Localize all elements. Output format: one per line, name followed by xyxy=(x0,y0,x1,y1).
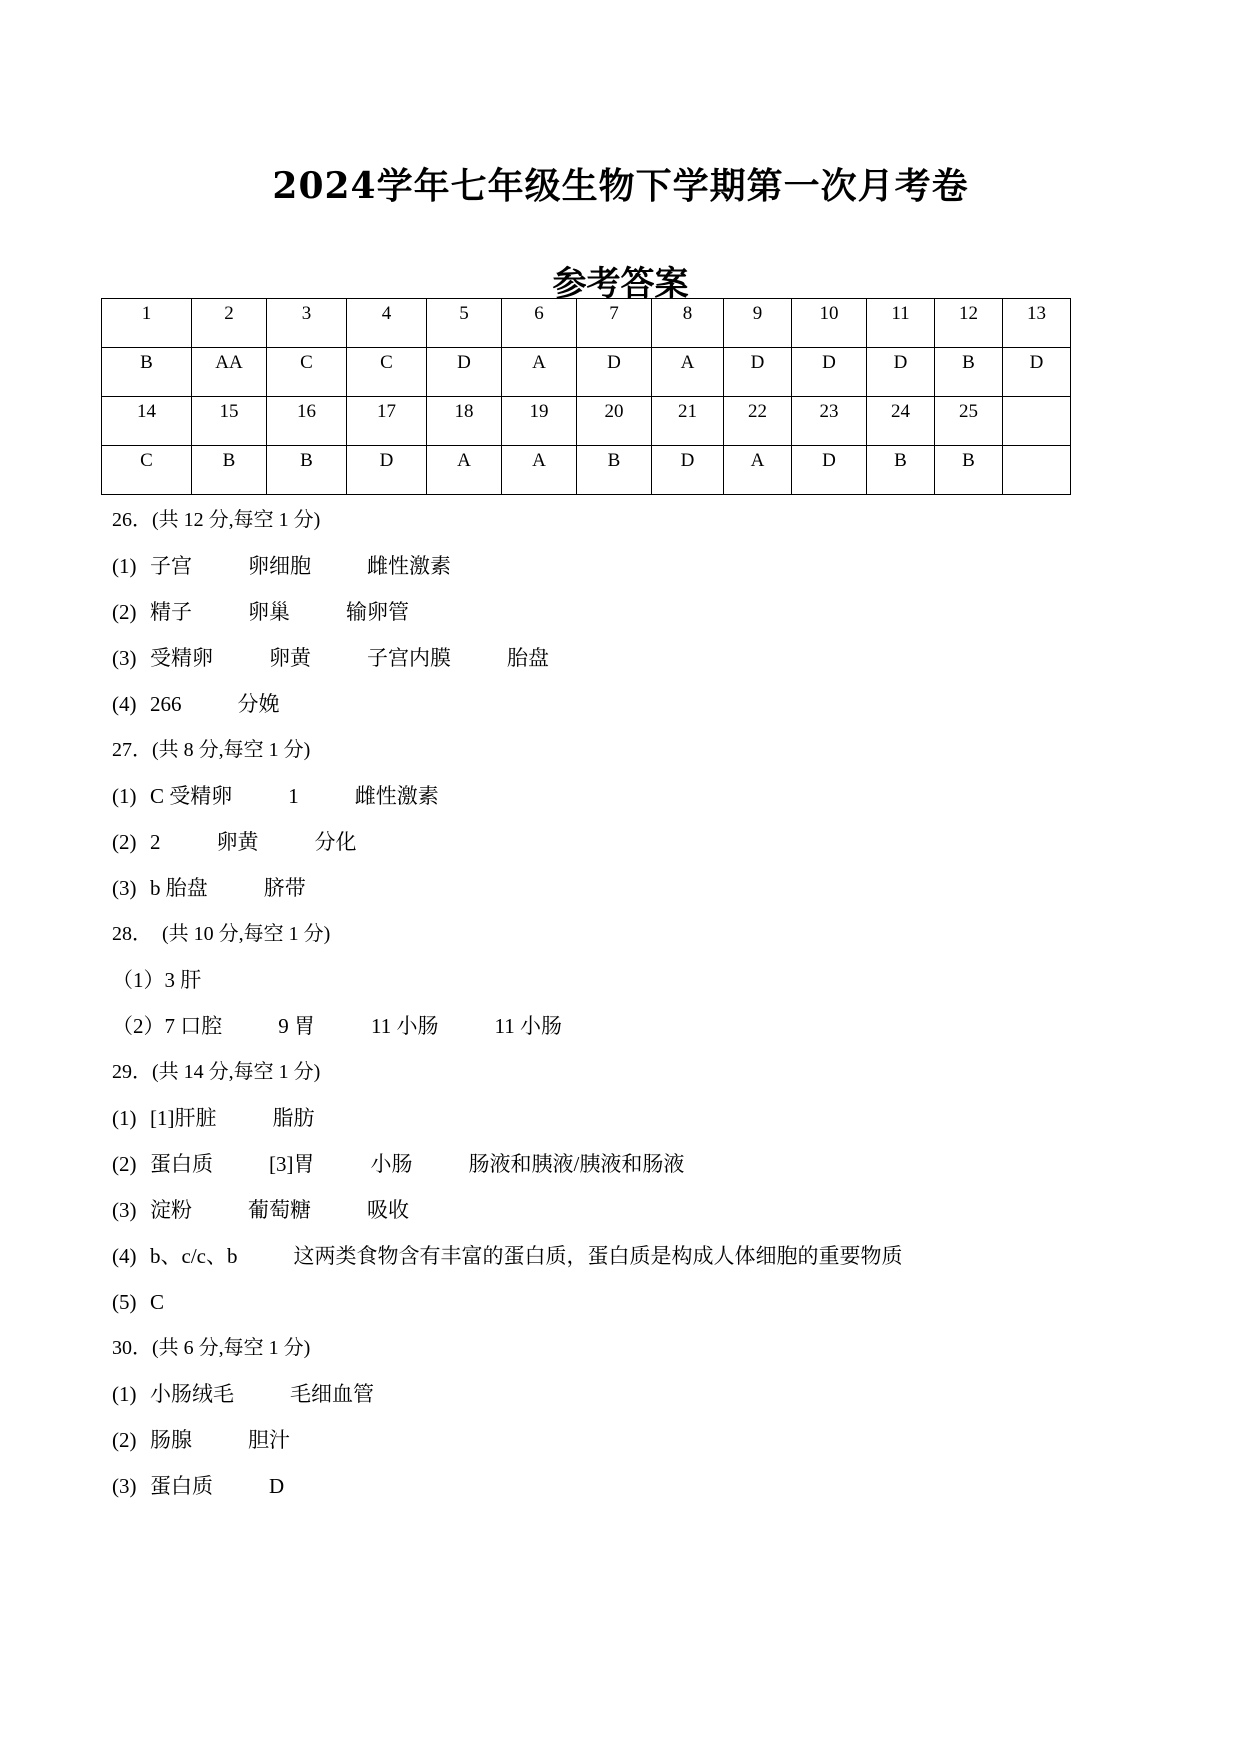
answer-item: 雌性激素 xyxy=(367,554,451,578)
answer-cell: B xyxy=(935,446,1003,495)
answer-item: 小肠绒毛 xyxy=(150,1382,234,1406)
answer-item: [3]胃 xyxy=(269,1152,315,1176)
subquestion-number: (3) xyxy=(112,876,137,900)
question-number-cell: 23 xyxy=(792,397,867,446)
answer-cell: B xyxy=(102,348,192,397)
section-header: 26．(共 12 分,每空 1 分) xyxy=(112,509,321,531)
answer-cell: D xyxy=(867,348,935,397)
answer-item: 蛋白质 xyxy=(150,1474,213,1498)
answer-item: 9 胃 xyxy=(278,1014,315,1038)
question-number-cell: 17 xyxy=(347,397,427,446)
answer-item: 卵巢 xyxy=(248,600,290,624)
answer-line xyxy=(112,965,1112,1011)
answer-item: 肠腺 xyxy=(150,1428,192,1452)
answer-line xyxy=(112,643,1112,689)
subquestion-number: (4) xyxy=(112,692,137,716)
answer-item: 胆汁 xyxy=(248,1428,290,1452)
subquestion-number: (2) xyxy=(112,1428,137,1452)
question-number-cell: 22 xyxy=(724,397,792,446)
question-number-cell: 10 xyxy=(792,299,867,348)
subquestion-number: (3) xyxy=(112,646,137,670)
section-header: 27．(共 8 分,每空 1 分) xyxy=(112,739,311,761)
answer-cell: D xyxy=(347,446,427,495)
table-row xyxy=(102,397,1071,446)
answer-cell: A xyxy=(502,446,577,495)
answer-cell xyxy=(1003,446,1071,495)
subquestion-number: (3) xyxy=(112,1198,137,1222)
answer-item: 精子 xyxy=(150,600,192,624)
answer-line xyxy=(112,873,1112,919)
answer-cell: C xyxy=(102,446,192,495)
answer-line xyxy=(112,827,1112,873)
answer-item: 2 xyxy=(150,830,161,854)
question-number-cell: 25 xyxy=(935,397,1003,446)
answer-item: 7 口腔 xyxy=(164,1014,223,1038)
answer-table xyxy=(101,298,1071,495)
answer-item: D xyxy=(269,1474,285,1498)
answer-line xyxy=(112,1103,1112,1149)
answer-item: 这两类食物含有丰富的蛋白质，蛋白质是构成人体细胞的重要物质 xyxy=(293,1244,903,1268)
answer-cell: C xyxy=(347,348,427,397)
answer-cell: B xyxy=(267,446,347,495)
answer-cell: A xyxy=(724,446,792,495)
subquestion-number: (3) xyxy=(112,1474,137,1498)
subquestion-number: (1) xyxy=(112,1106,137,1130)
answer-line xyxy=(112,781,1112,827)
answer-item: 脐带 xyxy=(263,876,306,900)
answer-cell: D xyxy=(427,348,502,397)
answer-line xyxy=(112,1241,1112,1287)
answer-item: 吸收 xyxy=(367,1198,409,1222)
subquestion-number: （1） xyxy=(112,968,165,992)
answer-cell: D xyxy=(1003,348,1071,397)
answer-line xyxy=(112,597,1112,643)
answer-cell: B xyxy=(935,348,1003,397)
answer-cell: D xyxy=(792,348,867,397)
question-number-cell: 11 xyxy=(867,299,935,348)
answer-list xyxy=(112,505,1112,1517)
answer-item: 11 小肠 xyxy=(371,1014,439,1038)
question-number-cell: 18 xyxy=(427,397,502,446)
question-number-cell: 4 xyxy=(347,299,427,348)
answer-item: 3 肝 xyxy=(164,968,202,992)
page-title: 2024学年七年级生物下学期第一次月考卷 xyxy=(272,165,969,207)
answer-cell: A xyxy=(502,348,577,397)
question-number-cell: 3 xyxy=(267,299,347,348)
answer-line xyxy=(112,1287,1112,1333)
answer-line xyxy=(112,551,1112,597)
answer-item: 淀粉 xyxy=(150,1198,192,1222)
answer-cell: A xyxy=(427,446,502,495)
answer-item: 输卵管 xyxy=(346,600,409,624)
answer-cell: B xyxy=(867,446,935,495)
subquestion-number: (1) xyxy=(112,784,137,808)
section-header: 28． (共 10 分,每空 1 分) xyxy=(112,923,331,945)
answer-item: 卵黄 xyxy=(216,830,259,854)
answer-item: 分化 xyxy=(314,830,357,854)
answer-cell: A xyxy=(652,348,724,397)
subquestion-number: (5) xyxy=(112,1290,137,1314)
answer-item: 11 小肠 xyxy=(494,1014,562,1038)
answer-item: 分娩 xyxy=(237,692,280,716)
answer-item: 肠液和胰液/胰液和肠液 xyxy=(468,1152,685,1176)
answer-item: 1 xyxy=(288,784,299,808)
question-number-cell xyxy=(1003,397,1071,446)
question-number-cell: 15 xyxy=(192,397,267,446)
question-number-cell: 2 xyxy=(192,299,267,348)
answer-item: 脂肪 xyxy=(272,1106,315,1130)
answer-item: 子宫 xyxy=(150,554,192,578)
question-number-cell: 13 xyxy=(1003,299,1071,348)
answer-item: 受精卵 xyxy=(150,646,213,670)
answer-item: b 胎盘 xyxy=(150,876,208,900)
question-number-cell: 5 xyxy=(427,299,502,348)
answer-line xyxy=(112,1471,1112,1517)
question-number-cell: 8 xyxy=(652,299,724,348)
page-subtitle: 参考答案 xyxy=(552,264,689,304)
answer-cell: AA xyxy=(192,348,267,397)
subquestion-number: (4) xyxy=(112,1244,137,1268)
answer-cell: C xyxy=(267,348,347,397)
subquestion-number: (2) xyxy=(112,600,137,624)
answer-line xyxy=(112,1195,1112,1241)
answer-line xyxy=(112,1011,1112,1057)
answer-item: 蛋白质 xyxy=(150,1152,213,1176)
answer-line xyxy=(112,1425,1112,1471)
answer-item: 子宫内膜 xyxy=(367,646,451,670)
section-header: 30．(共 6 分,每空 1 分) xyxy=(112,1337,311,1359)
answer-cell: B xyxy=(192,446,267,495)
answer-item: 小肠 xyxy=(370,1152,413,1176)
answer-item: 266 xyxy=(150,692,182,716)
question-number-cell: 20 xyxy=(577,397,652,446)
subquestion-number: (1) xyxy=(112,554,137,578)
answer-item: b、c/c、b xyxy=(150,1244,238,1268)
table-row xyxy=(102,348,1071,397)
answer-line xyxy=(112,1149,1112,1195)
question-number-cell: 19 xyxy=(502,397,577,446)
subquestion-number: （2） xyxy=(112,1014,165,1038)
answer-item: [1]肝脏 xyxy=(150,1106,217,1130)
answer-line xyxy=(112,689,1112,735)
answer-cell: D xyxy=(652,446,724,495)
answer-cell: B xyxy=(577,446,652,495)
question-number-cell: 24 xyxy=(867,397,935,446)
question-number-cell: 21 xyxy=(652,397,724,446)
subquestion-number: (1) xyxy=(112,1382,137,1406)
answer-item: C xyxy=(150,1290,165,1314)
subquestion-number: (2) xyxy=(112,830,137,854)
answer-item: 胎盘 xyxy=(507,646,549,670)
question-number-cell: 7 xyxy=(577,299,652,348)
answer-item: 卵黄 xyxy=(269,646,311,670)
answer-line xyxy=(112,1379,1112,1425)
table-row xyxy=(102,299,1071,348)
answer-item: 毛细血管 xyxy=(290,1382,374,1406)
question-number-cell: 16 xyxy=(267,397,347,446)
answer-cell: D xyxy=(724,348,792,397)
answer-item: 卵细胞 xyxy=(248,554,311,578)
answer-cell: D xyxy=(577,348,652,397)
question-number-cell: 1 xyxy=(102,299,192,348)
answer-item: 雌性激素 xyxy=(354,784,439,808)
question-number-cell: 9 xyxy=(724,299,792,348)
section-header: 29．(共 14 分,每空 1 分) xyxy=(112,1061,321,1083)
question-number-cell: 6 xyxy=(502,299,577,348)
answer-item: 葡萄糖 xyxy=(248,1198,311,1222)
answer-item: C 受精卵 xyxy=(150,784,233,808)
question-number-cell: 14 xyxy=(102,397,192,446)
answer-cell: D xyxy=(792,446,867,495)
question-number-cell: 12 xyxy=(935,299,1003,348)
subquestion-number: (2) xyxy=(112,1152,137,1176)
table-row xyxy=(102,446,1071,495)
